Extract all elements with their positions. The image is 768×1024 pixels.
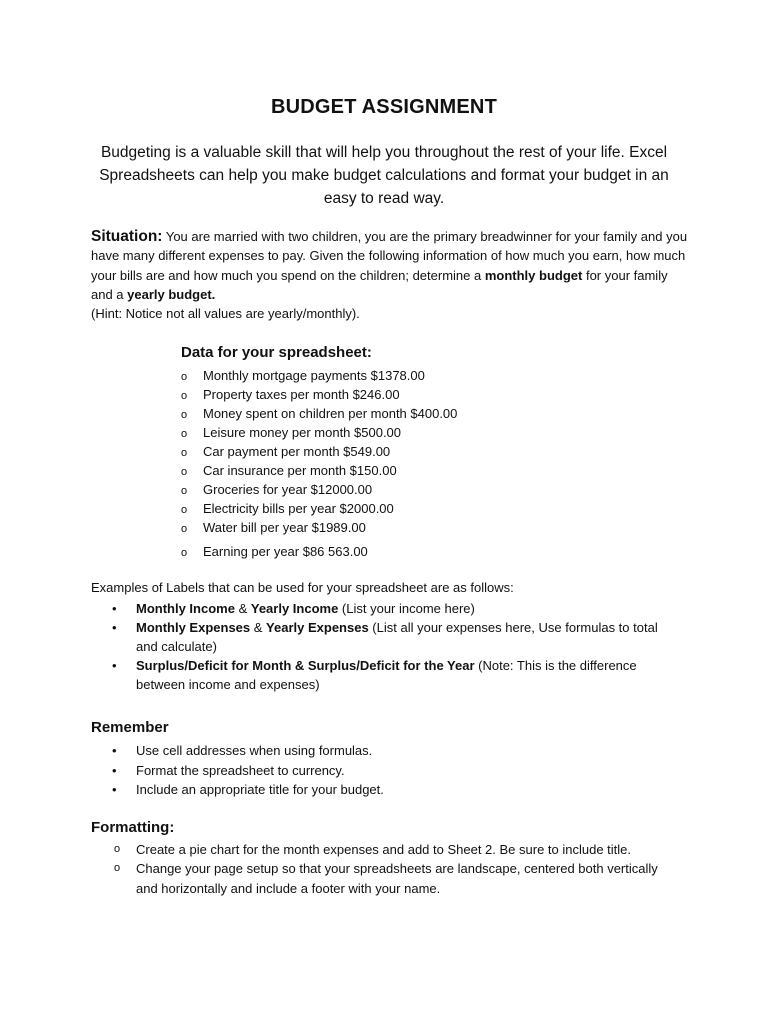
remember-heading: Remember xyxy=(91,719,169,736)
circle-bullet-icon: o xyxy=(114,862,121,875)
bullet-dot-icon: • xyxy=(112,620,117,635)
data-item xyxy=(181,461,457,480)
label-description: (List all your expenses here, Use formulas to total and calculate) xyxy=(136,620,658,654)
remember-item xyxy=(112,741,384,761)
label-term: Monthly Expenses xyxy=(136,620,251,635)
label-example-item xyxy=(112,656,682,694)
label-example-item xyxy=(112,618,682,656)
data-item-text: Water bill per year $1989.00 xyxy=(203,520,366,535)
data-item xyxy=(181,404,457,423)
data-heading: Data for your spreadsheet: xyxy=(181,344,372,361)
circle-bullet-icon: o xyxy=(181,390,188,402)
formatting-item xyxy=(112,859,672,898)
formatting-item xyxy=(112,840,672,859)
data-item xyxy=(181,542,457,561)
data-item-text: Groceries for year $12000.00 xyxy=(203,482,373,497)
remember-list xyxy=(112,741,384,800)
remember-item-text: Use cell addresses when using formulas. xyxy=(136,743,373,758)
circle-bullet-icon: o xyxy=(181,371,188,383)
remember-item-text: Format the spreadsheet to currency. xyxy=(136,762,345,778)
formatting-item-text: Create a pie chart for the month expenses and add to Sheet 2. Be sure to include title. xyxy=(136,842,632,857)
data-item xyxy=(181,480,457,499)
label-joiner: & xyxy=(234,601,251,616)
label-term: Yearly Expenses xyxy=(266,620,369,635)
situation-paragraph xyxy=(91,227,691,323)
data-item-text: Car insurance per month $150.00 xyxy=(203,463,397,478)
circle-bullet-icon: o xyxy=(181,447,188,459)
bullet-dot-icon: • xyxy=(112,743,117,758)
circle-bullet-icon: o xyxy=(181,428,188,440)
data-item xyxy=(181,442,457,461)
circle-bullet-icon: o xyxy=(181,523,188,535)
situation-text-1: You are married with two children, you are the primary breadwinner for your family and you have many different expenses to pay. Given the following information of how much you earn, how much your bills are and how much you spend on the children; determine a xyxy=(91,229,688,283)
bullet-dot-icon: • xyxy=(112,762,117,778)
label-description: (Note: This is the difference between income and expenses) xyxy=(136,658,637,692)
circle-bullet-icon: o xyxy=(114,843,121,855)
data-item xyxy=(181,499,457,518)
remember-item xyxy=(112,780,384,800)
data-item xyxy=(181,385,457,404)
data-item-text: Money spent on children per month $400.00 xyxy=(203,406,458,421)
data-item-text: Electricity bills per year $2000.00 xyxy=(203,501,394,516)
formatting-item-text: Change your page setup so that your spreadsheets are landscape, centered both vertically and horizontally and include a footer with your name. xyxy=(136,861,658,896)
data-item xyxy=(181,518,457,537)
data-item-text: Property taxes per month $246.00 xyxy=(203,387,400,402)
situation-hint: (Hint: Notice not all values are yearly/monthly). xyxy=(91,306,360,322)
bullet-dot-icon: • xyxy=(112,782,117,797)
remember-item xyxy=(112,761,384,781)
data-list xyxy=(181,366,457,561)
label-term: Yearly Income xyxy=(250,601,339,616)
page-title: BUDGET ASSIGNMENT xyxy=(271,96,497,118)
bullet-dot-icon: • xyxy=(112,658,117,673)
data-item-text: Monthly mortgage payments $1378.00 xyxy=(203,368,425,383)
bullet-dot-icon: • xyxy=(112,601,117,616)
data-item xyxy=(181,423,457,442)
remember-item-text: Include an appropriate title for your budget. xyxy=(136,782,384,797)
situation-text-2: for your family and a xyxy=(91,267,668,302)
yearly-budget-term: yearly budget. xyxy=(127,286,216,302)
circle-bullet-icon: o xyxy=(181,466,188,478)
data-item xyxy=(181,366,457,385)
circle-bullet-icon: o xyxy=(181,504,188,516)
data-item-text: Car payment per month $549.00 xyxy=(203,444,391,459)
monthly-budget-term: monthly budget xyxy=(484,267,583,283)
data-item-text: Earning per year $86 563.00 xyxy=(203,544,368,559)
label-term: Surplus/Deficit for Month & Surplus/Deficit for the Year xyxy=(136,658,475,673)
examples-intro: Examples of Labels that can be used for your spreadsheet are as follows: xyxy=(91,580,514,595)
data-item-text: Leisure money per month $500.00 xyxy=(203,425,402,440)
circle-bullet-icon: o xyxy=(181,485,188,497)
label-joiner: & xyxy=(250,620,267,635)
intro-paragraph: Budgeting is a valuable skill that will help you throughout the rest of your life. Excel Spreadsheets can help you make budget calculations and format your budget in an easy to read way. xyxy=(99,144,669,207)
label-example-item xyxy=(112,599,682,618)
formatting-heading: Formatting: xyxy=(91,819,175,836)
situation-label: Situation: xyxy=(91,228,163,245)
label-term: Monthly Income xyxy=(136,601,235,616)
circle-bullet-icon: o xyxy=(181,409,188,421)
label-examples-list xyxy=(112,599,682,694)
circle-bullet-icon: o xyxy=(181,547,188,559)
formatting-list xyxy=(112,840,672,898)
label-description: (List your income here) xyxy=(338,601,475,616)
